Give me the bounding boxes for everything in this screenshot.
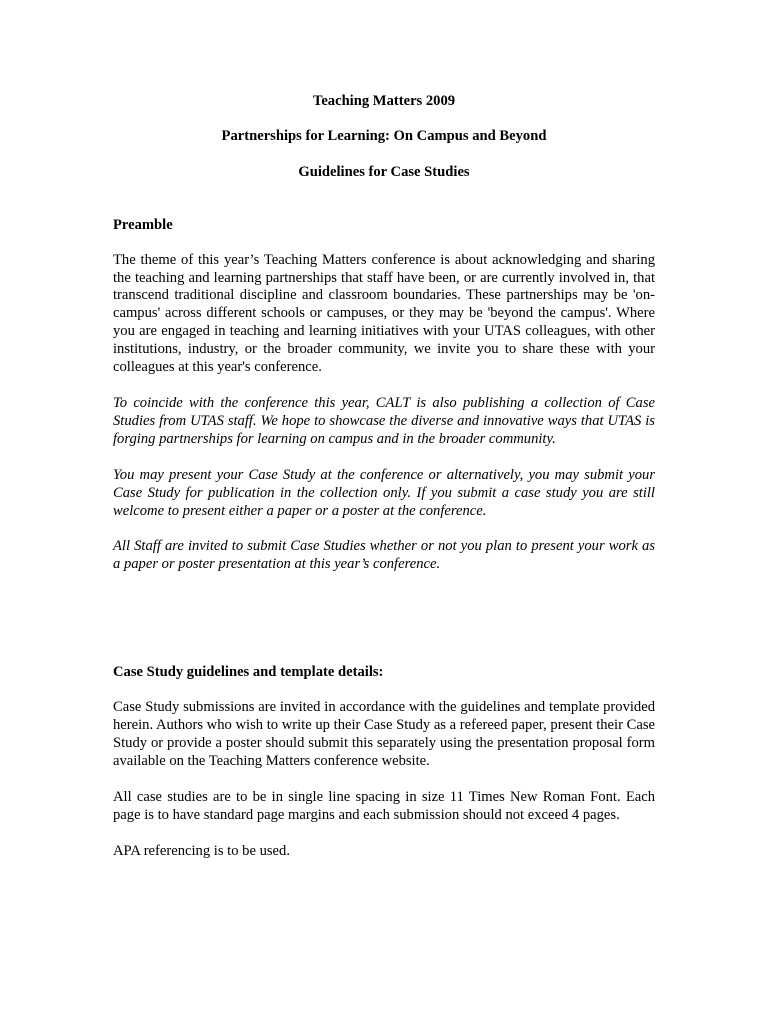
- preamble-paragraph-italic: All Staff are invited to submit Case Studies whether or not you plan to present your work as a paper or poster presentation at this year’s conference.: [113, 538, 655, 573]
- guidelines-paragraph: Case Study submissions are invited in accordance with the guidelines and template provided herein. Authors who wish to write up their Case Study as a refereed paper, present their Case Study or provide a poster should submit this separately using the presentation proposal form available on the Teaching Matters conference website.: [113, 699, 655, 769]
- document-title: Teaching Matters 2009: [312, 93, 456, 109]
- preamble-paragraph-italic: To coincide with the conference this year, CALT is also publishing a collection of Case Studies from UTAS staff. We hope to showcase the diverse and innovative ways that UTAS is forging partnerships for learning on campus and in the broader community.: [113, 394, 655, 447]
- guidelines-paragraph: APA referencing is to be used.: [113, 842, 290, 859]
- section-spacer: [113, 592, 655, 664]
- document-heading: Guidelines for Case Studies: [298, 163, 470, 180]
- guidelines-paragraph: All case studies are to be in single line spacing in size 11 Times New Roman Font. Each page is to have standard page margins and each submission should not exceed 4 pages.: [113, 788, 655, 823]
- preamble-heading: Preamble: [113, 216, 173, 233]
- preamble-paragraph-italic: You may present your Case Study at the conference or alternatively, you may submit your Case Study for publication in the collection only. If you submit a case study you are still welcome to present either a paper or a poster at the conference.: [113, 466, 655, 519]
- document-page: [113, 93, 655, 878]
- guidelines-heading: Case Study guidelines and template details:: [113, 664, 384, 681]
- document-subtitle: Partnerships for Learning: On Campus and Beyond: [221, 127, 547, 144]
- preamble-paragraph: The theme of this year’s Teaching Matters conference is about acknowledging and sharing the teaching and learning partnerships that staff have been, or are currently involved in, that transcend traditional discipline and classroom boundaries. These partnerships may be 'on-campus' across different schools or campuses, or they may be 'beyond the campus'. Where you are engaged in teaching and learning initiatives with your UTAS colleagues, with other institutions, industry, or the broader community, we invite you to share these with your colleagues at this year's conference.: [113, 251, 655, 376]
